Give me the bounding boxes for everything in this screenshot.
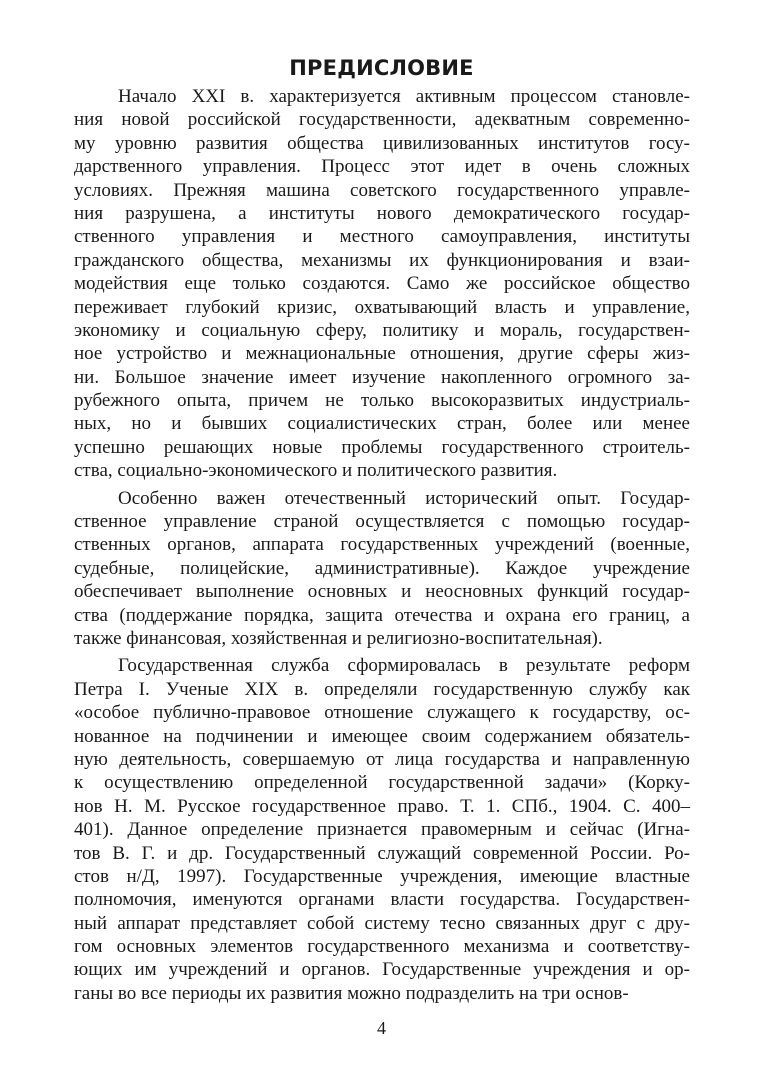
text-line: также финансовая, хозяйственная и религиозно-воспитательная). — [74, 627, 603, 649]
text-line: модействия еще только создаются. Само же российское общество — [74, 273, 690, 295]
text-line: ственных органов, аппарата государственных учреждений (военные, — [74, 534, 690, 556]
text-line: ную деятельность, совершаемую от лица государства и направленную — [74, 748, 690, 770]
text-line: обеспечивает выполнение основных и неосновных функций государ- — [74, 581, 690, 603]
text-line: 401). Данное определение признается правомерным и сейчас (Игна- — [74, 819, 690, 841]
text-line: ственное управление страной осуществляется с помощью государ- — [74, 511, 690, 533]
text-line: дарственного управления. Процесс этот идет в очень сложных — [74, 156, 690, 178]
page-title: ПРЕДИСЛОВИЕ — [289, 56, 474, 80]
text-line: ганы во все периоды их развития можно подразделить на три основ- — [74, 982, 629, 1004]
text-line: ных, но и бывших социалистических стран, более или менее — [74, 413, 690, 435]
text-line: экономику и социальную сферу, политику и мораль, государствен- — [74, 319, 690, 341]
page-number: 4 — [377, 1018, 386, 1038]
text-line: рубежного опыта, причем не только высокоразвитых индустриаль- — [74, 390, 690, 412]
text-line: нованное на подчинении и имеющее своим содержанием обязатель- — [74, 725, 690, 747]
text-line: ственного управления и местного самоуправления, институты — [74, 226, 690, 248]
paragraph — [74, 654, 690, 1005]
text-line: Государственная служба сформировалась в результате реформ — [118, 655, 690, 677]
text-line: судебные, полицейские, административные). Каждое учреждение — [74, 557, 690, 579]
paragraph — [74, 85, 690, 483]
text-line: Петра I. Ученые XIX в. определяли государственную службу как — [74, 678, 690, 700]
text-line: ни. Большое значение имеет изучение накопленного огромного за- — [74, 366, 690, 388]
text-line: к осуществлению определенной государственной задачи» (Корку- — [74, 772, 690, 794]
text-line: Начало XXI в. характеризуется активным процессом становле- — [118, 86, 690, 107]
text-line: ства, социально-экономического и политического развития. — [74, 460, 558, 482]
text-line: ния разрушена, а институты нового демократического государ- — [74, 202, 690, 224]
text-line: ния новой российской государственности, адекватным современно- — [74, 109, 690, 131]
text-line: ства (поддержание порядка, защита отечества и охрана его границ, а — [74, 604, 690, 626]
text-line: ющих им учреждений и органов. Государственные учреждения и ор- — [74, 959, 690, 981]
text-line: нов Н. М. Русское государственное право. Т. 1. СПб., 1904. С. 400– — [74, 795, 690, 817]
text-line: условиях. Прежняя машина советского государственного управле- — [74, 179, 690, 201]
text-line: тов В. Г. и др. Государственный служащий современной России. Ро- — [74, 842, 690, 864]
text-line: гражданского общества, механизмы их функционирования и взаи- — [74, 249, 690, 271]
text-line: успешно решающих новые проблемы государственного строитель- — [74, 436, 690, 458]
text-line: переживает глубокий кризис, охватывающий власть и управление, — [74, 296, 690, 318]
paragraph — [74, 487, 690, 651]
text-line: гом основных элементов государственного механизма и соответству- — [74, 936, 690, 958]
text-line: ный аппарат представляет собой систему тесно связанных друг с дру- — [74, 912, 690, 934]
text-line: му уровню развития общества цивилизованных институтов госу- — [74, 132, 690, 154]
body-text — [74, 85, 690, 1009]
text-line: «особое публично-правовое отношение служащего к государству, ос- — [74, 702, 690, 724]
text-line: Особенно важен отечественный исторический опыт. Государ- — [118, 487, 690, 509]
text-line: ное устройство и межнациональные отношения, другие сферы жиз- — [74, 343, 690, 365]
text-line: стов н/Д, 1997). Государственные учреждения, имеющие властные — [74, 865, 690, 887]
text-line: полномочия, именуются органами власти государства. Государствен- — [74, 889, 690, 911]
